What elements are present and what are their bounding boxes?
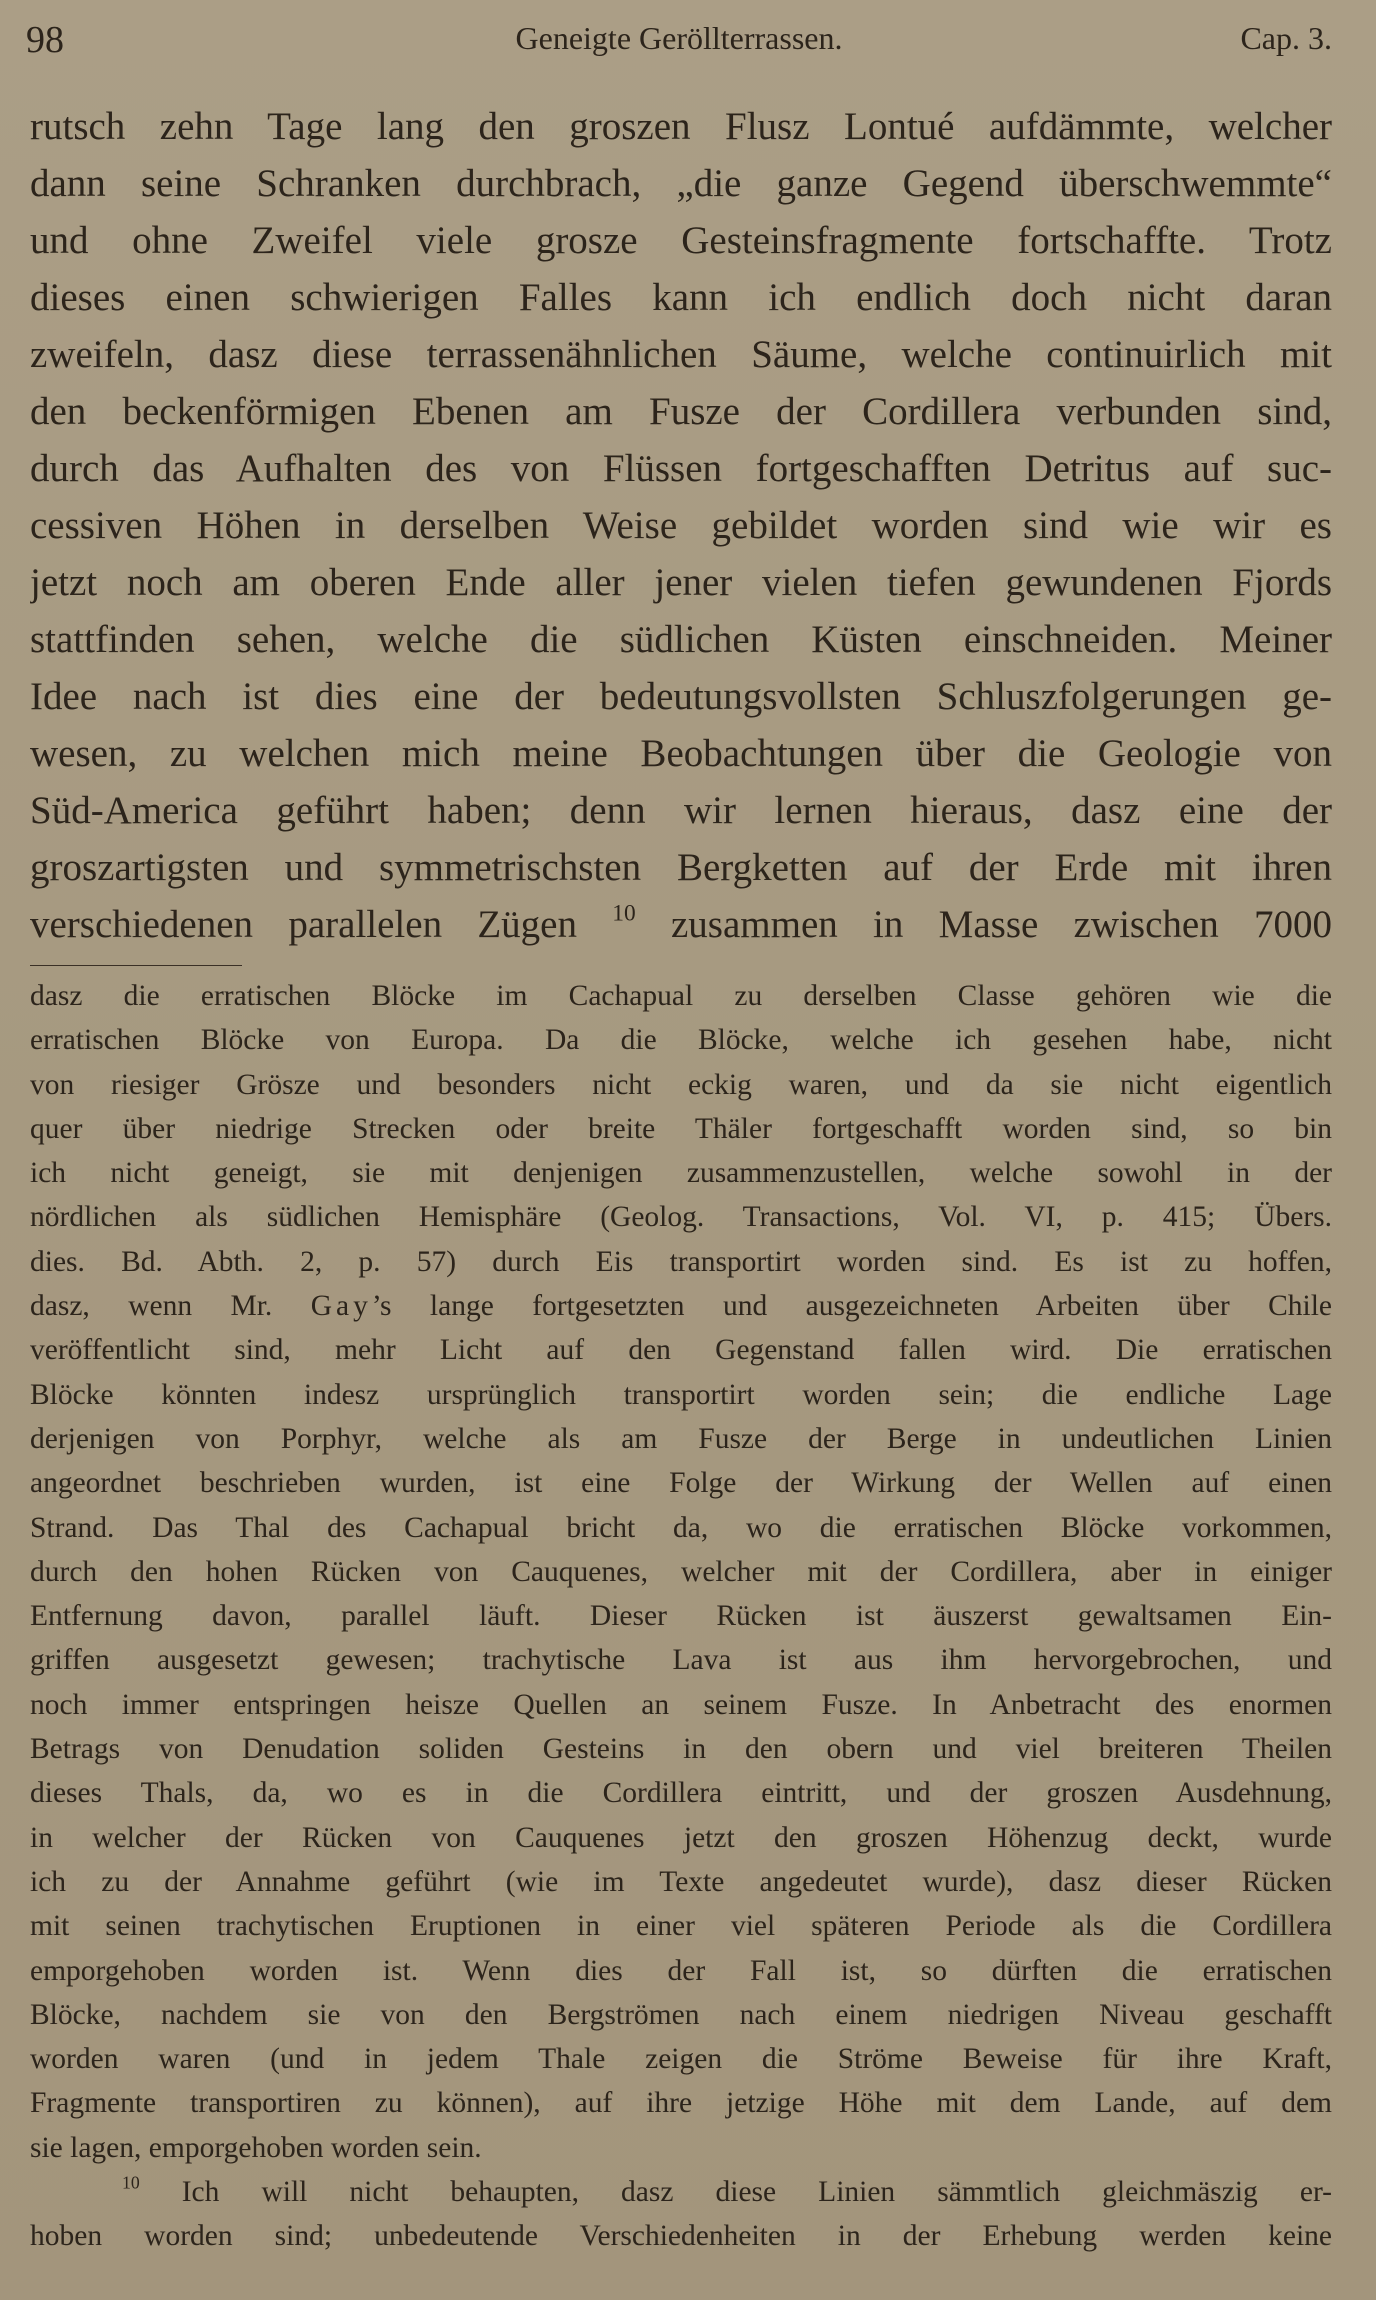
footnote-line: durch den hohen Rücken von Cauquenes, welcher mit der Cordillera, aber in einiger [30, 1555, 1332, 1588]
text-fragment: dasz, wenn Mr. [30, 1290, 273, 1323]
footnote-line: quer über niedrige Strecken oder breite Thäler fortgeschafft worden sind, so bin [30, 1112, 1332, 1145]
footnote-10 [30, 2170, 1332, 2259]
text-line: Süd-America geführt haben; denn wir lernen hieraus, dasz eine der [30, 789, 1332, 832]
footnote-line: dies. Bd. Abth. 2, p. 57) durch Eis transportirt worden sind. Es ist zu hoffen, [30, 1245, 1332, 1278]
footnote-line: griffen ausgesetzt gewesen; trachytische Lava ist aus ihm hervorgebrochen, und [30, 1644, 1332, 1677]
text-line: dieses einen schwierigen Falles kann ich endlich doch nicht daran [30, 276, 1332, 319]
text-line: cessiven Höhen in derselben Weise gebildet worden sind wie wir es [30, 504, 1332, 547]
text-line: jetzt noch am oberen Ende aller jener vielen tiefen gewundenen Fjords [30, 561, 1332, 604]
text-line-last [30, 896, 1332, 953]
footnote-marker: 10 [122, 2172, 140, 2193]
text-line: dann seine Schranken durchbrach, „die ganze Gegend überschwemmte“ [30, 162, 1332, 205]
page-body [30, 98, 1332, 2259]
footnote-line: in welcher der Rücken von Cauquenes jetzt den groszen Höhenzug deckt, wurde [30, 1821, 1332, 1854]
footnote-line: Strand. Das Thal des Cachapual bricht da, wo die erratischen Blöcke vorkommen, [30, 1511, 1332, 1544]
text-line: wesen, zu welchen mich meine Beobachtungen über die Geologie von [30, 732, 1332, 775]
author-name: Gay [310, 1290, 372, 1323]
text-line: zweifeln, dasz diese terrassenähnlichen Säume, welche continuirlich mit [30, 333, 1332, 376]
footnote-line: veröffentlicht sind, mehr Licht auf den Gegenstand fallen wird. Die erratischen [30, 1334, 1332, 1367]
footnote-line: hoben worden sind; unbedeutende Verschiedenheiten in der Erhebung werden keine [30, 2220, 1332, 2253]
footnote-continued [30, 974, 1332, 2170]
main-paragraph [30, 98, 1332, 953]
text-line: Idee nach ist dies eine der bedeutungsvollsten Schluszfolgerungen ge- [30, 675, 1332, 718]
chapter-label: Cap. 3. [1240, 20, 1332, 56]
footnote-line [30, 1284, 1332, 1328]
footnote-line: ich zu der Annahme geführt (wie im Texte angedeutet wurde), dasz dieser Rücken [30, 1865, 1332, 1898]
footnote-line: emporgehoben worden ist. Wenn dies der Fall ist, so dürften die erratischen [30, 1954, 1332, 1987]
running-header [26, 14, 1332, 64]
text-line: und ohne Zweifel viele grosze Gesteinsfragmente fortschaffte. Trotz [30, 219, 1332, 262]
text-fragment: zusammen in Masse zwischen 7000 [670, 903, 1332, 946]
running-title: Geneigte Geröllterrassen. [515, 20, 843, 56]
footnote-separator [30, 965, 242, 966]
text-line: rutsch zehn Tage lang den groszen Flusz Lontué aufdämmte, welcher [30, 105, 1332, 148]
footnote-line: Betrags von Denudation soliden Gesteins in den obern und viel breiteren Theilen [30, 1733, 1332, 1766]
footnote-line: sie lagen, emporgehoben worden sein. [30, 2131, 482, 2164]
footnote-line: derjenigen von Porphyr, welche als am Fusze der Berge in undeutlichen Linien [30, 1422, 1332, 1455]
footnote-line: dieses Thals, da, wo es in die Cordillera eintritt, und der groszen Ausdehnung, [30, 1777, 1332, 1810]
text-fragment: ’s lange fortgesetzten und ausgezeichneten Arbeiten über Chile [371, 1290, 1332, 1323]
footnote-line: Blöcke, nachdem sie von den Bergströmen nach einem niedrigen Niveau geschafft [30, 1998, 1332, 2031]
text-line: durch das Aufhalten des von Flüssen fortgeschafften Detritus auf suc- [30, 447, 1332, 490]
footnote-line: von riesiger Grösze und besonders nicht eckig waren, und da sie nicht eigentlich [30, 1068, 1332, 1101]
footnote-line: Blöcke könnten indesz ursprünglich transportirt worden sein; die endliche Lage [30, 1378, 1332, 1411]
footnote-line: Entfernung davon, parallel läuft. Dieser Rücken ist äuszerst gewaltsamen Ein- [30, 1600, 1332, 1633]
footnote-line: nördlichen als südlichen Hemisphäre (Geolog. Transactions, Vol. VI, p. 415; Übers. [30, 1201, 1332, 1234]
text-line: groszartigsten und symmetrischsten Bergketten auf der Erde mit ihren [30, 846, 1332, 889]
footnote-line: noch immer entspringen heisze Quellen an seinem Fusze. In Anbetracht des enormen [30, 1688, 1332, 1721]
footnote-line: ich nicht geneigt, sie mit denjenigen zusammenzustellen, welche sowohl in der [30, 1157, 1332, 1190]
footnote-line: erratischen Blöcke von Europa. Da die Blöcke, welche ich gesehen habe, nicht [30, 1024, 1332, 1057]
footnote-line: worden waren (und in jedem Thale zeigen die Ströme Beweise für ihre Kraft, [30, 2043, 1332, 2076]
footnote-line: mit seinen trachytischen Eruptionen in einer viel späteren Periode als die Cordillera [30, 1910, 1332, 1943]
footnote-line: dasz die erratischen Blöcke im Cachapual zu derselben Classe gehören wie die [30, 980, 1332, 1012]
page-number: 98 [26, 19, 64, 61]
text-line: den beckenförmigen Ebenen am Fusze der Cordillera verbunden sind, [30, 390, 1332, 433]
footnote-reference[interactable]: 10 [612, 900, 636, 927]
footnote-line [30, 2170, 1332, 2214]
text-line: stattfinden sehen, welche die südlichen Küsten einschneiden. Meiner [30, 618, 1332, 661]
footnote-line: angeordnet beschrieben wurden, ist eine Folge der Wirkung der Wellen auf einen [30, 1467, 1332, 1500]
text-fragment: Ich will nicht behaupten, dasz diese Linien sämmtlich gleichmäszig er- [181, 2176, 1332, 2209]
text-fragment: verschiedenen parallelen Zügen [30, 903, 577, 946]
footnote-line: Fragmente transportiren zu können), auf ihre jetzige Höhe mit dem Lande, auf dem [30, 2087, 1332, 2120]
